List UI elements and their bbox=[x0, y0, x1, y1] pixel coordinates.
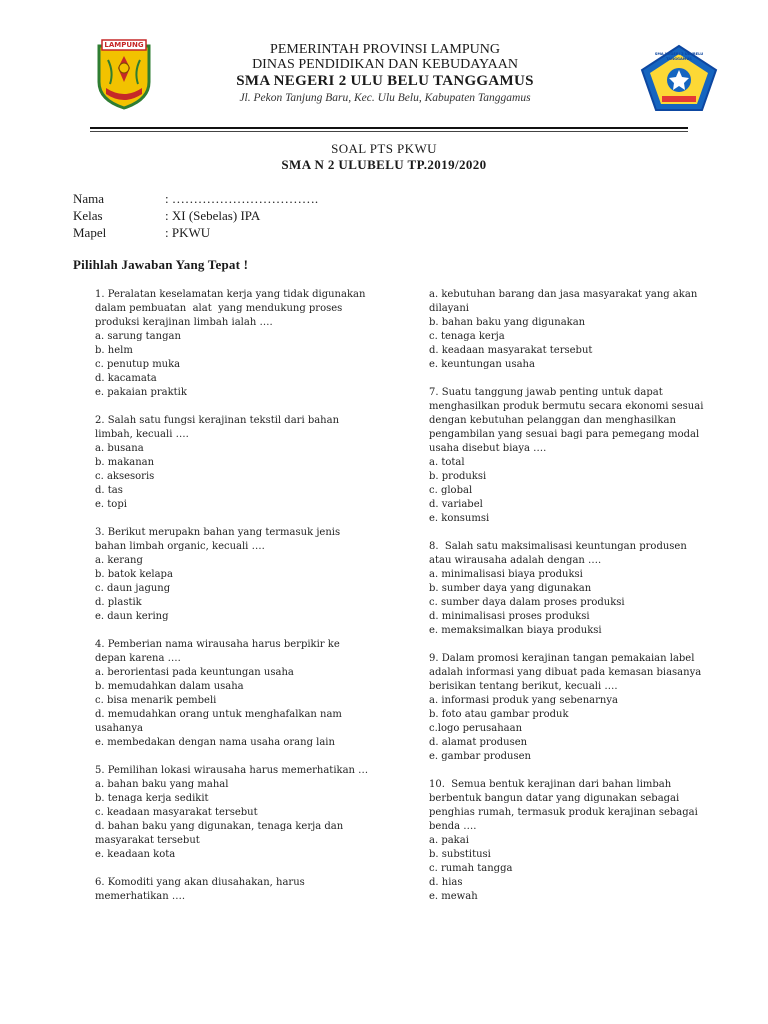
letterhead-line-2: DINAS PENDIDIKAN DAN KEBUDAYAAN bbox=[252, 57, 518, 72]
answer-option: d. alamat produsen bbox=[429, 737, 528, 748]
answer-option: b. batok kelapa bbox=[95, 569, 173, 580]
question-4 bbox=[95, 638, 370, 750]
question-6 bbox=[95, 876, 370, 904]
letterhead-line-1: PEMERINTAH PROVINSI LAMPUNG bbox=[270, 42, 500, 57]
answer-option: a. total bbox=[429, 457, 465, 468]
identity-value: : XI (Sebelas) IPA bbox=[165, 208, 261, 223]
identity-label: Nama bbox=[73, 191, 105, 206]
question-2 bbox=[95, 414, 370, 512]
answer-option: c. sumber daya dalam proses produksi bbox=[429, 597, 625, 608]
instruction: Pilihlah Jawaban Yang Tepat ! bbox=[73, 257, 249, 272]
question-1 bbox=[95, 288, 370, 400]
answer-option: b. produksi bbox=[429, 471, 487, 482]
answer-option: c. keadaan masyarakat tersebut bbox=[95, 807, 258, 818]
answer-option: e. topi bbox=[95, 499, 127, 510]
answer-option: d. plastik bbox=[95, 597, 142, 608]
answer-option: a. kebutuhan barang dan jasa masyarakat yang akan dilayani bbox=[429, 289, 701, 314]
answer-option: e. membedakan dengan nama usaha orang lain bbox=[95, 737, 335, 748]
answer-option: d. tas bbox=[95, 485, 123, 496]
identity-label: Kelas bbox=[73, 208, 103, 223]
lampung-emblem-icon bbox=[96, 38, 152, 110]
identity-row-mapel bbox=[73, 224, 318, 241]
answer-option: b. substitusi bbox=[429, 849, 491, 860]
question-stem: 2. Salah satu fungsi kerajinan tekstil dari bahan limbah, kecuali …. bbox=[95, 415, 343, 440]
question-7 bbox=[429, 386, 707, 526]
identity-row-nama bbox=[73, 190, 318, 207]
answer-option: a. berorientasi pada keuntungan usaha bbox=[95, 667, 294, 678]
letterhead-divider-thin bbox=[90, 131, 688, 132]
answer-option: a. sarung tangan bbox=[95, 331, 181, 342]
answer-option: b. memudahkan dalam usaha bbox=[95, 681, 244, 692]
answer-option: e. keuntungan usaha bbox=[429, 359, 535, 370]
question-stem: 9. Dalam promosi kerajinan tangan pemakaian label adalah informasi yang dibuat pada kemasan biasanya berisikan tentang berikut, kecuali …. bbox=[429, 653, 705, 692]
left-logo-text: LAMPUNG bbox=[104, 41, 144, 49]
answer-option: c. aksesoris bbox=[95, 471, 155, 482]
answer-option: d. keadaan masyarakat tersebut bbox=[429, 345, 593, 356]
answer-option: a. busana bbox=[95, 443, 144, 454]
answer-option: a. bahan baku yang mahal bbox=[95, 779, 229, 790]
answer-option: a. minimalisasi biaya produksi bbox=[429, 569, 583, 580]
answer-option: d. bahan baku yang digunakan, tenaga kerja dan masyarakat tersebut bbox=[95, 821, 347, 846]
school-name: SMA NEGERI 2 ULU BELU TANGGAMUS bbox=[236, 73, 534, 89]
answer-option: d. kacamata bbox=[95, 373, 157, 384]
question-stem: 8. Salah satu maksimalisasi keuntungan produsen atau wirausaha adalah dengan …. bbox=[429, 541, 690, 566]
question-stem: 5. Pemilihan lokasi wirausaha harus memerhatikan … bbox=[95, 765, 369, 776]
answer-option: e. daun kering bbox=[95, 611, 169, 622]
question-10 bbox=[429, 778, 704, 904]
question-stem: 4. Pemberian nama wirausaha harus berpikir ke depan karena …. bbox=[95, 639, 343, 664]
answer-option: e. konsumsi bbox=[429, 513, 490, 524]
answer-option: c. daun jagung bbox=[95, 583, 171, 594]
answer-option: e. keadaan kota bbox=[95, 849, 176, 860]
answer-option: a. pakai bbox=[429, 835, 469, 846]
letterhead-divider-thick bbox=[90, 127, 688, 129]
identity-value: : ……………………………. bbox=[165, 191, 319, 206]
question-stem: 6. Komoditi yang akan diusahakan, harus memerhatikan …. bbox=[95, 877, 308, 902]
answer-option: c. bisa menarik pembeli bbox=[95, 695, 217, 706]
exam-subtitle: SMA N 2 ULUBELU TP.2019/2020 bbox=[281, 157, 487, 172]
answer-option: a. informasi produk yang sebenarnya bbox=[429, 695, 618, 706]
question-stem: 10. Semua bentuk kerajinan dari bahan limbah berbentuk bangun datar yang digunakan sebagai penghias rumah, termasuk produk kerajinan sebagai benda …. bbox=[429, 779, 701, 832]
letterhead bbox=[170, 42, 600, 106]
answer-option: d. memudahkan orang untuk menghafalkan nam usahanya bbox=[95, 709, 346, 734]
answer-option: e. memaksimalkan biaya produksi bbox=[429, 625, 602, 636]
question-9 bbox=[429, 652, 704, 764]
questions-right-column bbox=[429, 288, 707, 918]
answer-option: c. rumah tangga bbox=[429, 863, 513, 874]
question-6-options bbox=[429, 288, 704, 372]
school-address: Jl. Pekon Tanjung Baru, Kec. Ulu Belu, Kabupaten Tanggamus bbox=[239, 92, 531, 104]
answer-option: b. sumber daya yang digunakan bbox=[429, 583, 592, 594]
answer-option: c. global bbox=[429, 485, 473, 496]
question-stem: 7. Suatu tanggung jawab penting untuk dapat menghasilkan produk bermutu secara ekonomi sesuai dengan kebutuhan pelanggan dan menghasilkan pengambilan yang sesuai bagi para pemegang modal usaha disebut biaya …. bbox=[429, 387, 707, 454]
question-stem: 3. Berikut merupakn bahan yang termasuk jenis bahan limbah organic, kecuali …. bbox=[95, 527, 344, 552]
identity-value: : PKWU bbox=[165, 225, 211, 240]
identity-row-kelas bbox=[73, 207, 318, 224]
answer-option: a. kerang bbox=[95, 555, 143, 566]
question-3 bbox=[95, 526, 370, 624]
answer-option: e. mewah bbox=[429, 891, 478, 902]
answer-option: e. gambar produsen bbox=[429, 751, 531, 762]
questions-left-column bbox=[95, 288, 370, 918]
answer-option: e. pakaian praktik bbox=[95, 387, 187, 398]
answer-option: d. hias bbox=[429, 877, 463, 888]
right-logo-text: SMA NEGERI 2 ULUBELU TANGGAMUS bbox=[654, 52, 704, 61]
answer-option: c.logo perusahaan bbox=[429, 723, 523, 734]
answer-option: d. minimalisasi proses produksi bbox=[429, 611, 590, 622]
question-stem: 1. Peralatan keselamatan kerja yang tidak digunakan dalam pembuatan alat yang mendukung proses produksi kerajinan limbah ialah …. bbox=[95, 289, 369, 328]
question-8 bbox=[429, 540, 704, 638]
exam-title: SOAL PTS PKWU bbox=[331, 141, 437, 156]
question-5 bbox=[95, 764, 370, 862]
identity-label: Mapel bbox=[73, 225, 107, 240]
answer-option: b. bahan baku yang digunakan bbox=[429, 317, 586, 328]
answer-option: b. makanan bbox=[95, 457, 155, 468]
answer-option: b. helm bbox=[95, 345, 133, 356]
answer-option: c. penutup muka bbox=[95, 359, 181, 370]
identity-block bbox=[73, 190, 318, 241]
school-emblem-icon bbox=[640, 44, 718, 112]
answer-option: b. tenaga kerja sedikit bbox=[95, 793, 209, 804]
answer-option: b. foto atau gambar produk bbox=[429, 709, 569, 720]
answer-option: c. tenaga kerja bbox=[429, 331, 505, 342]
answer-option: d. variabel bbox=[429, 499, 483, 510]
